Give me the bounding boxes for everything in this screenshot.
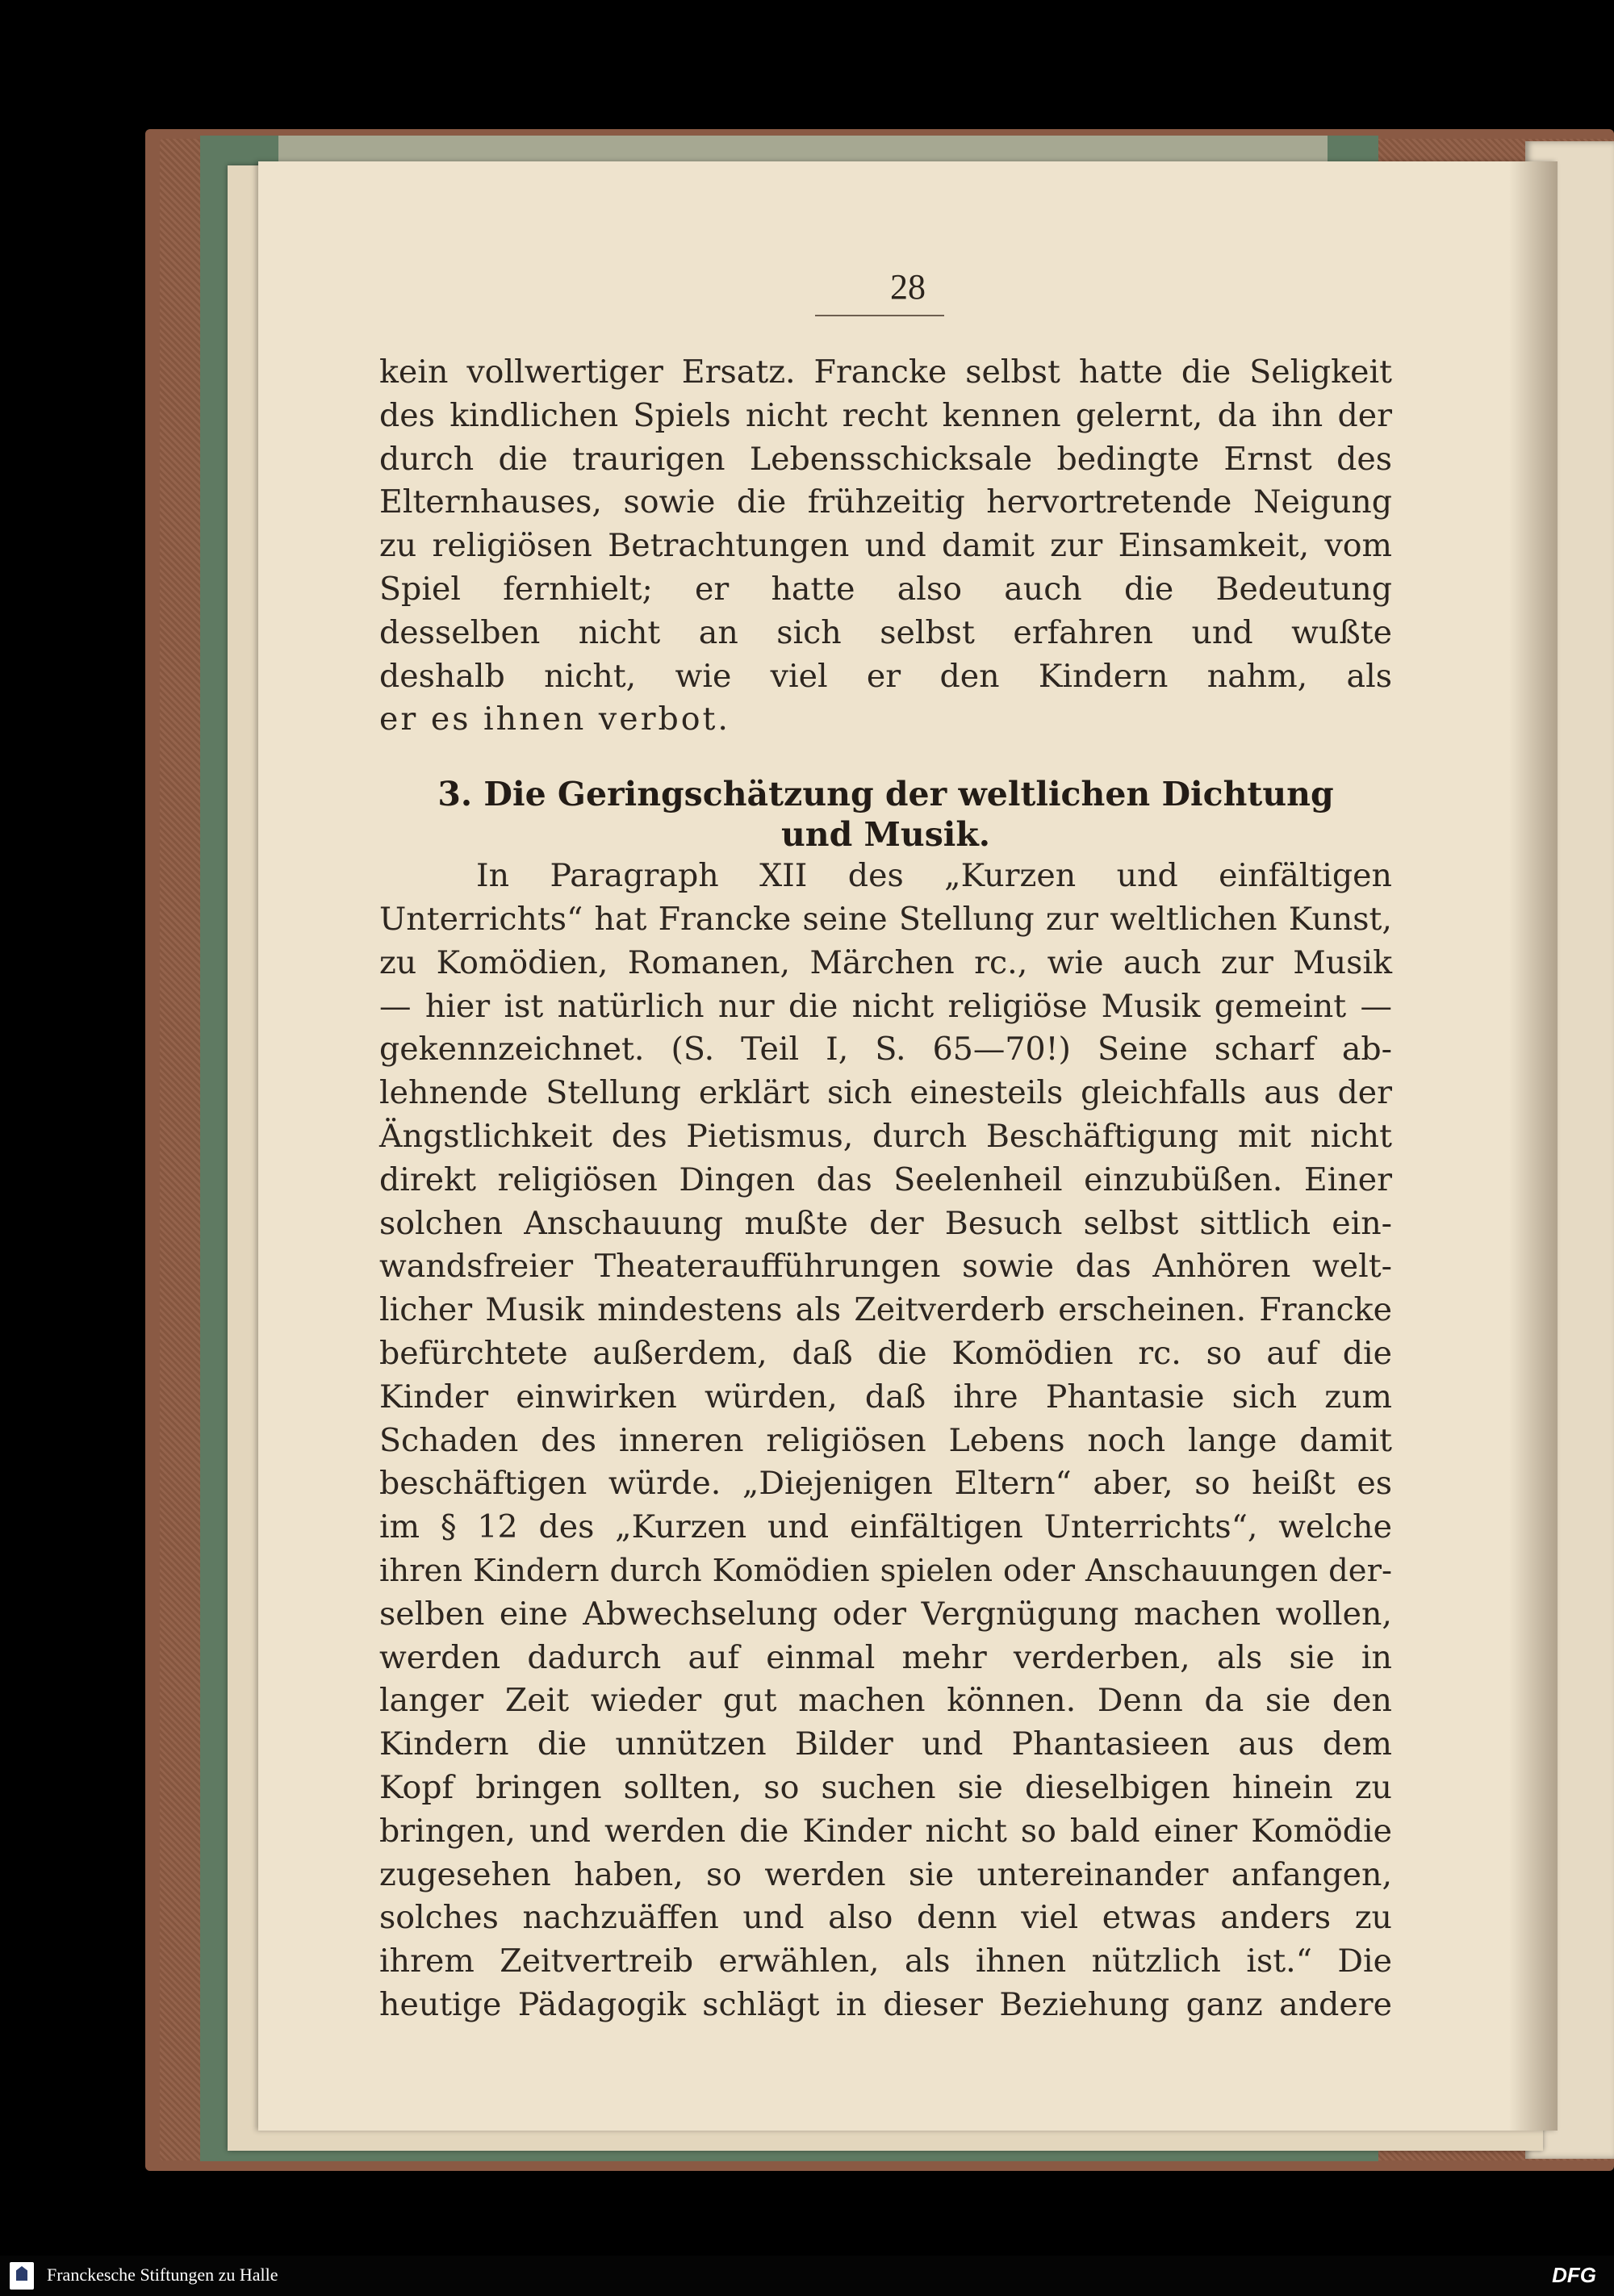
institution-name: Franckesche Stiftungen zu Halle	[47, 2265, 278, 2285]
text-line: er es ihnen verbot.	[379, 701, 730, 738]
text-line: Spiel fernhielt; er hatte also auch die Bedeutung	[379, 570, 1392, 608]
book-page	[258, 161, 1558, 2131]
text-line: kein vollwertiger Ersatz. Francke selbst hatte die Seligkeit	[379, 353, 1392, 391]
text-line: Kinder einwirken würden, daß ihre Phantasie sich zum	[379, 1378, 1392, 1416]
text-line: zu religiösen Betrachtungen und damit zur Einsamkeit, vom	[379, 527, 1392, 565]
text-line: werden dadurch auf einmal mehr verderben, als sie in	[379, 1638, 1392, 1676]
text-line: lehnende Stellung erklärt sich einesteils gleichfalls aus der	[379, 1074, 1392, 1112]
text-line: bringen, und werden die Kinder nicht so bald einer Komödie	[379, 1812, 1392, 1850]
text-line: Elternhauses, sowie die frühzeitig hervortretende Neigung	[379, 483, 1392, 521]
text-line: heutige Pädagogik schlägt in dieser Beziehung ganz andere	[379, 1985, 1392, 2023]
text-line: wandsfreier Theateraufführungen sowie das Anhören welt-	[379, 1248, 1392, 1286]
institution-logo-icon	[10, 2262, 34, 2290]
text-line: selben eine Abwechselung oder Vergnügung machen wollen,	[379, 1595, 1392, 1633]
page-number-rule	[815, 315, 944, 316]
text-line: solches nachzuäffen und also denn viel etwas anders zu	[379, 1899, 1392, 1937]
text-line: Kopf bringen sollten, so suchen sie dieselbigen hinein zu	[379, 1768, 1392, 1806]
text-line: direkt religiösen Dingen das Seelenheil einzubüßen. Einer	[379, 1161, 1392, 1198]
text-line: des kindlichen Spiels nicht recht kennen gelernt, da ihn der	[379, 396, 1392, 434]
page-gutter-shadow	[1509, 161, 1558, 2131]
dfg-logo: DFG	[1552, 2263, 1596, 2287]
text-line: durch die traurigen Lebensschicksale bedingte Ernst des	[379, 440, 1392, 478]
text-line: Schaden des inneren religiösen Lebens noch lange damit	[379, 1421, 1392, 1459]
text-line: deshalb nicht, wie viel er den Kindern nahm, als	[379, 657, 1392, 695]
paragraph-continued	[379, 351, 1392, 742]
text-line: solchen Anschauung mußte der Besuch selbst sittlich ein-	[379, 1204, 1392, 1242]
text-line: Ängstlichkeit des Pietismus, durch Beschäftigung mit nicht	[379, 1117, 1392, 1155]
paragraph-section-3	[379, 855, 1392, 2027]
section-heading-line-1: 3. Die Geringschätzung der weltlichen Dichtung	[437, 775, 1334, 814]
text-line: desselben nicht an sich selbst erfahren und wußte	[379, 613, 1392, 651]
text-line: zugesehen haben, so werden sie untereinander anfangen,	[379, 1855, 1392, 1893]
text-line: licher Musik mindestens als Zeitverderb erscheinen. Francke	[379, 1291, 1392, 1329]
text-line: ihrem Zeitvertreib erwählen, als ihnen nützlich ist.“ Die	[379, 1943, 1392, 1980]
page-number: 28	[890, 267, 926, 307]
text-line: Unterrichts“ hat Francke seine Stellung zur weltlichen Kunst,	[379, 900, 1392, 938]
page-text-block	[379, 351, 1392, 2027]
text-line: beschäftigen würde. „Diejenigen Eltern“ aber, so heißt es	[379, 1465, 1392, 1503]
text-line: gekennzeichnet. (S. Teil I, S. 65—70!) Seine scharf ab-	[379, 1031, 1392, 1069]
text-line: Kindern die unnützen Bilder und Phantasieen aus dem	[379, 1725, 1392, 1763]
text-line: im § 12 des „Kurzen und einfältigen Unterrichts“, welche	[379, 1508, 1392, 1546]
text-line: ihren Kindern durch Komödien spielen oder Anschauungen der-	[379, 1552, 1392, 1589]
section-heading-line-2: und Musik.	[780, 815, 991, 855]
text-line: In Paragraph XII des „Kurzen und einfältigen	[476, 857, 1392, 895]
text-line: — hier ist natürlich nur die nicht religiöse Musik gemeint —	[379, 987, 1392, 1025]
text-line: langer Zeit wieder gut machen können. Denn da sie den	[379, 1682, 1392, 1720]
viewer-footer	[0, 2256, 1614, 2296]
text-line: zu Komödien, Romanen, Märchen rc., wie auch zur Musik	[379, 943, 1392, 981]
text-line: befürchtete außerdem, daß die Komödien rc. so auf die	[379, 1334, 1392, 1372]
